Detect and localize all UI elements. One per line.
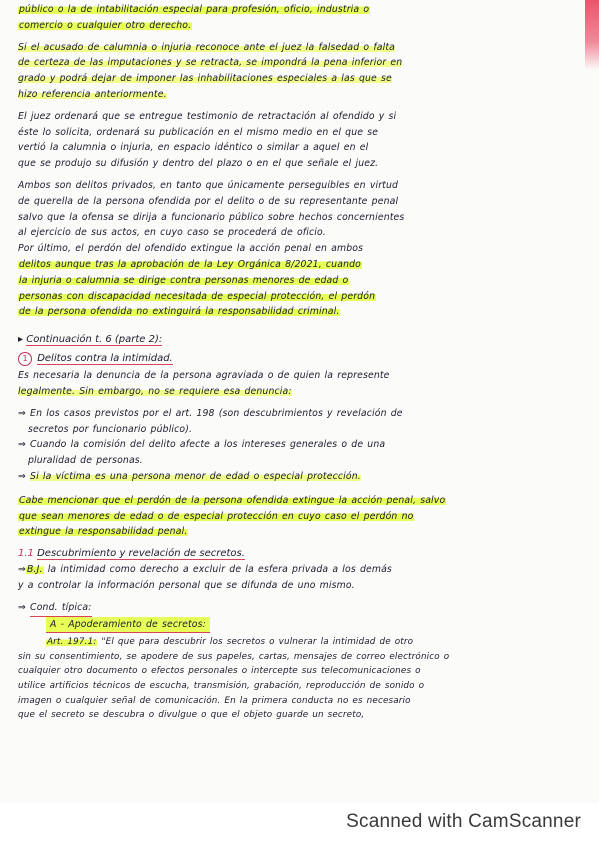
highlight: delitos aunque tras la aprobación de la Ley Orgánica 8/2021, cuando — [19, 258, 361, 270]
arrow-icon: ⇒ — [18, 601, 31, 613]
text-line: de querella de la persona ofendida por el delito o de su representante penal — [18, 195, 399, 207]
cond-tipica-label: Cond. típica: — [30, 600, 92, 617]
notes-content — [18, 2, 584, 729]
list-item — [18, 437, 584, 453]
section-number: 1.1 — [18, 548, 34, 560]
highlight: hizo referencia anteriormente. — [18, 88, 167, 100]
paragraph-3 — [18, 109, 584, 172]
arrow-icon: ⇒ — [18, 439, 31, 451]
text-line — [18, 273, 584, 289]
bj-text: la intimidad como derecho a excluir de la esfera privada a los demás — [47, 564, 392, 576]
scanner-footer — [0, 803, 599, 848]
continuation-heading — [18, 334, 584, 346]
highlight: de certeza de las imputaciones y se retracta, se impondrá la pena inferior en — [18, 57, 403, 69]
highlight: Si el acusado de calumnia o injuria reconoce ante el juez la falsedad o falta — [18, 41, 395, 53]
arrow-icon: ⇒ — [18, 407, 31, 419]
text-line — [18, 509, 584, 525]
list-item-text: Cuando la comisión del delito afecte a los intereses generales o de una — [30, 439, 386, 451]
text-line — [18, 40, 584, 56]
text-line — [18, 493, 584, 509]
subheading-a — [18, 617, 584, 634]
section-1-title: Delitos contra la intimidad. — [37, 353, 173, 365]
arrow-bullet-icon: ▸ — [18, 334, 24, 346]
text-line — [18, 562, 584, 578]
text-line: sin su consentimiento, se apodere de sus papeles, cartas, mensajes de correo electrónico o — [18, 651, 450, 662]
sub-a-label: A - Apoderamiento de secretos: — [46, 617, 210, 634]
text-line — [18, 289, 584, 305]
highlight: de la persona ofendida no extinguirá la responsabilidad criminal. — [19, 306, 340, 318]
arrow-icon: ⇒ — [18, 564, 26, 576]
text-line — [18, 384, 584, 400]
list-item-continuation: secretos por funcionario público). — [28, 423, 193, 435]
highlight: público o la de intabilitación especial para profesión, oficio, industria o — [19, 4, 370, 15]
list-item-text: En los casos previstos por el art. 198 (son descubrimientos y revelación de — [30, 407, 403, 419]
continuation-title: Continuación t. 6 (parte 2): — [26, 334, 163, 346]
text-line — [18, 635, 584, 650]
text-line — [18, 600, 584, 617]
section-number-badge: 1 — [18, 352, 32, 366]
highlight: comercio o cualquier otro derecho. — [19, 19, 192, 31]
text-line — [18, 71, 584, 87]
paragraph-6 — [18, 493, 584, 540]
text-line — [18, 524, 584, 540]
paragraph-4 — [18, 178, 584, 320]
exceptions-list — [18, 406, 584, 485]
section-1-1-heading — [18, 548, 584, 560]
arrow-icon: ⇒ — [18, 470, 31, 482]
bj-label: B.J. — [26, 564, 43, 576]
text-line — [18, 257, 584, 273]
list-item — [18, 469, 584, 485]
text-line — [18, 18, 584, 34]
text-line: salvo que la ofensa se dirija a funcionario público sobre hechos concernientes — [18, 211, 405, 223]
article-text: "El que para descubrir los secretos o vulnerar la intimidad de otro — [101, 637, 414, 648]
text-line: utilice artificios técnicos de escucha, transmisión, grabación, reproducción de sonido o — [18, 681, 425, 692]
text-line — [18, 87, 584, 103]
text-line: cualquier otro documento o efectos personales o intercepte sus telecomunicaciones o — [18, 666, 421, 677]
text-line — [18, 304, 584, 320]
text-line: Es necesaria la denuncia de la persona agraviada o de quien la represente — [18, 370, 390, 382]
text-line: El juez ordenará que se entregue testimonio de retractación al ofendido y si — [18, 110, 397, 122]
text-line: y a controlar la información personal que se difunda de uno mismo. — [18, 579, 355, 591]
bien-juridico — [18, 562, 584, 594]
scanner-watermark: Scanned with CamScanner — [346, 811, 581, 832]
text-line — [18, 55, 584, 71]
highlight: personas con discapacidad necesitada de especial protección, el perdón — [19, 290, 376, 302]
text-line: Ambos son delitos privados, en tanto que únicamente perseguibles en virtud — [18, 179, 399, 191]
list-item — [18, 406, 584, 422]
text-line: imagen o cualquier señal de comunicación. En la primera conducta no es necesario — [18, 695, 411, 706]
highlight: la injuria o calumnia se dirige contra personas menores de edad o — [19, 274, 349, 286]
text-line: vertió la calumnia o injuria, en espacio idéntico o similar a aquel en el — [18, 142, 369, 154]
article-197-1 — [18, 635, 584, 723]
conducta-tipica — [18, 600, 584, 634]
text-line: que se produjo su difusión y dentro del plazo o en el que señale el juez. — [18, 158, 379, 170]
text-line: que el secreto se descubra o divulgue o que el objeto guarde un secreto, — [18, 710, 365, 721]
section-1-1-title: Descubrimiento y revelación de secretos. — [37, 548, 245, 560]
paragraph-1 — [18, 2, 584, 34]
list-item-text: Si la víctima es una persona menor de edad o especial protección. — [30, 470, 361, 482]
text-line: éste lo solicita, ordenará su publicación en el mismo medio en el que se — [18, 126, 379, 138]
paragraph-2 — [18, 40, 584, 103]
sticky-tab-decoration — [585, 0, 599, 70]
paragraph-5 — [18, 368, 584, 400]
highlight: legalmente. Sin embargo, no se requiere esa denuncia: — [18, 385, 292, 397]
text-line: Por último, el perdón del ofendido extingue la acción penal en ambos — [18, 243, 364, 255]
article-label: Art. 197.1: — [47, 637, 97, 648]
list-item-continuation: pluralidad de personas. — [28, 455, 143, 467]
highlight: que sean menores de edad o de especial protección en cuyo caso el perdón no — [19, 510, 414, 522]
highlight: grado y podrá dejar de imponer las inhabilitaciones especiales a las que se — [18, 73, 392, 85]
section-1-heading — [18, 352, 584, 366]
highlight: extingue la responsabilidad penal. — [19, 526, 188, 538]
text-line: al ejercicio de sus actos, en cuyo caso se procederá de oficio. — [18, 227, 326, 239]
highlight: Cabe mencionar que el perdón de la persona ofendida extingue la acción penal, salvo — [19, 494, 446, 506]
text-line — [18, 2, 584, 18]
